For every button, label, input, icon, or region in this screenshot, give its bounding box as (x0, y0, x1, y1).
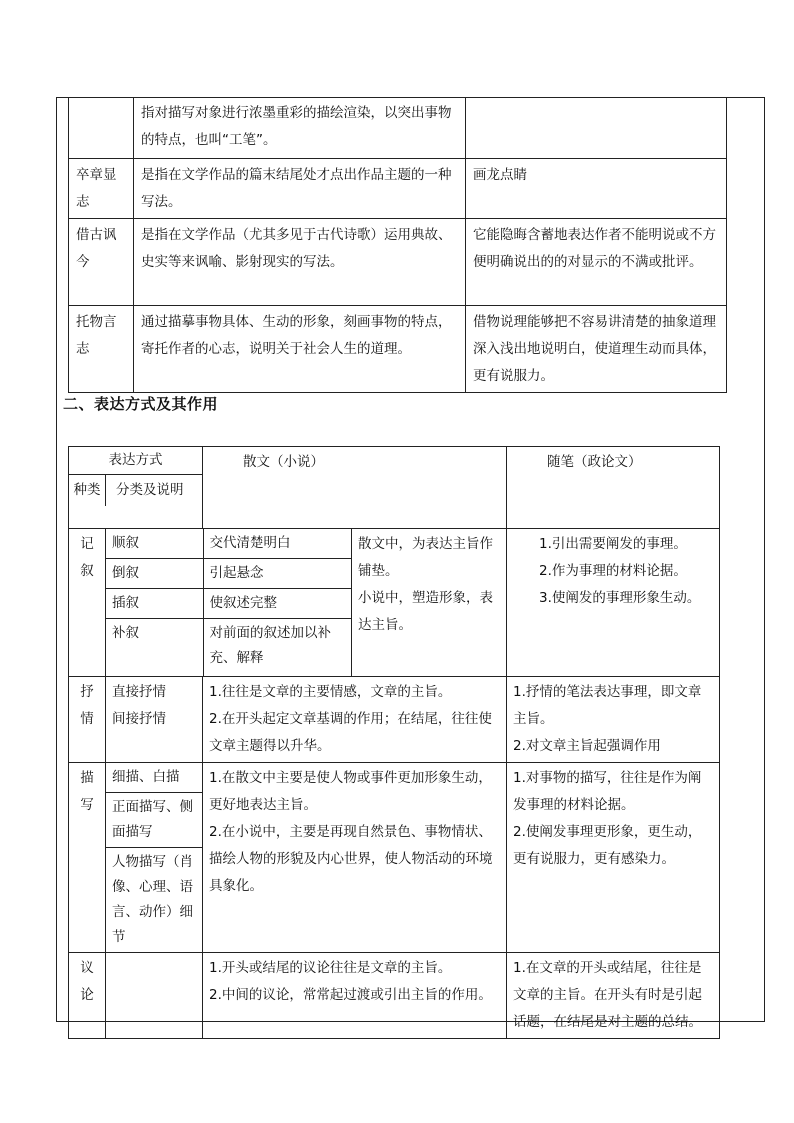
header-kind: 种类 (69, 475, 106, 506)
lyric-essay (507, 677, 720, 763)
term-cell: 借古讽今 (69, 218, 134, 305)
subtype-name: 插叙 (106, 589, 203, 619)
kind-description: 描写 (69, 763, 106, 953)
subtype-note: 交代清楚明白 (203, 529, 351, 559)
kind-narration: 记叙 (69, 529, 106, 677)
essay-text: 3.使阐发的事理形象生动。 (539, 590, 701, 606)
subtype-name: 直接抒情 (112, 684, 166, 700)
header-category: 分类及说明 (116, 482, 184, 498)
narration-subtable (106, 529, 351, 676)
table-row (69, 305, 727, 392)
prose-text: 1.在散文中主要是使人物或事件更加形象生动，更好地表达主旨。 (209, 770, 492, 813)
narration-prose (352, 529, 507, 677)
essay-text: 2.作为事理的材料论据。 (539, 563, 687, 579)
effect-cell: 画龙点睛 (466, 158, 727, 218)
prose-text: 散文中，为表达主旨作铺垫。 (358, 536, 493, 579)
description-row (69, 763, 720, 953)
argument-row (69, 953, 720, 1039)
kind-argument: 议论 (69, 953, 106, 1039)
subtype-name: 正面描写、侧面描写 (106, 793, 202, 848)
techniques-table (68, 97, 727, 393)
header-row (69, 447, 720, 529)
desc-cell: 是指在文学作品的篇末结尾处才点出作品主题的一种写法。 (134, 158, 466, 218)
table-row (69, 218, 727, 305)
term-cell: 托物言志 (69, 305, 134, 392)
argument-subtypes (106, 953, 203, 1039)
desc-cell: 通过描摹事物具体、生动的形象，刻画事物的特点，寄托作者的心志，说明关于社会人生的道理。 (134, 305, 466, 392)
header-essay: 随笔（政论文） (507, 447, 720, 529)
header-prose: 散文（小说） (203, 447, 507, 529)
desc-cell: 是指在文学作品（尤其多见于古代诗歌）运用典故、史实等来讽喻、影射现实的写法。 (134, 218, 466, 305)
term-cell: 卒章显志 (69, 158, 134, 218)
essay-text: 1.引出需要阐发的事理。 (539, 536, 687, 552)
section-title: 二、表达方式及其作用 (63, 395, 219, 413)
effect-cell (466, 97, 727, 158)
essay-text: 2.使阐发事理更形象，更生动，更有说服力，更有感染力。 (513, 824, 702, 867)
narration-subtypes (106, 529, 352, 677)
prose-text: 1.往往是文章的主要情感，文章的主旨。 (209, 684, 452, 700)
prose-text: 小说中，塑造形象，表达主旨。 (358, 590, 493, 633)
table-row (69, 97, 727, 158)
description-subtable (106, 763, 202, 952)
essay-text: 1.抒情的笔法表达事理，即文章主旨。 (513, 684, 702, 727)
essay-text: 2.对文章主旨起强调作用 (513, 738, 661, 754)
expression-modes-table (68, 446, 720, 1039)
effect-cell: 借物说理能够把不容易讲清楚的抽象道理深入浅出地说明白，使道理生动而具体，更有说服力。 (466, 305, 727, 392)
table-row (69, 158, 727, 218)
narration-row (69, 529, 720, 677)
prose-text: 1.开头或结尾的议论往往是文章的主旨。 (209, 960, 452, 976)
header-mode: 表达方式 (69, 447, 202, 475)
desc-cell: 指对描写对象进行浓墨重彩的描绘渲染，以突出事物的特点，也叫“工笔”。 (134, 97, 466, 158)
description-prose (203, 763, 507, 953)
kind-lyric: 抒情 (69, 677, 106, 763)
subtype-name: 顺叙 (106, 529, 203, 559)
subtype-note: 引起悬念 (203, 559, 351, 589)
essay-text: 1.对事物的描写，往往是作为阐发事理的材料论据。 (513, 770, 702, 813)
essay-text: 1.在文章的开头或结尾，往往是文章的主旨。在开头有时是引起话题，在结尾是对主题的总结。 (513, 960, 702, 1030)
subtype-note: 对前面的叙述加以补充、解释 (209, 625, 331, 666)
prose-text: 2.在开头起定文章基调的作用；在结尾，往往使文章主题得以升华。 (209, 711, 492, 754)
narration-essay (507, 529, 720, 677)
argument-essay (507, 953, 720, 1039)
lyric-row (69, 677, 720, 763)
lyric-prose (203, 677, 507, 763)
subtype-name: 细描、白描 (106, 763, 202, 793)
subtype-note: 使叙述完整 (203, 589, 351, 619)
subtype-name: 间接抒情 (112, 711, 166, 727)
term-cell (69, 97, 134, 158)
header-diagonal-cell (69, 447, 203, 529)
description-essay (507, 763, 720, 953)
prose-text: 2.中间的议论，常常起过渡或引出主旨的作用。 (209, 987, 492, 1003)
argument-prose (203, 953, 507, 1039)
prose-text: 2.在小说中，主要是再现自然景色、事物情状、描绘人物的形貌及内心世界，使人物活动的环境具象化。 (209, 824, 493, 894)
lyric-subtypes (106, 677, 203, 763)
subtype-name: 人物描写（肖像、心理、语言、动作）细节 (112, 854, 193, 945)
effect-cell: 它能隐晦含蓄地表达作者不能明说或不方便明确说出的的对显示的不满或批评。 (466, 218, 727, 305)
subtype-name: 倒叙 (106, 559, 203, 589)
subtype-name: 补叙 (106, 619, 203, 677)
description-subtypes (106, 763, 203, 953)
